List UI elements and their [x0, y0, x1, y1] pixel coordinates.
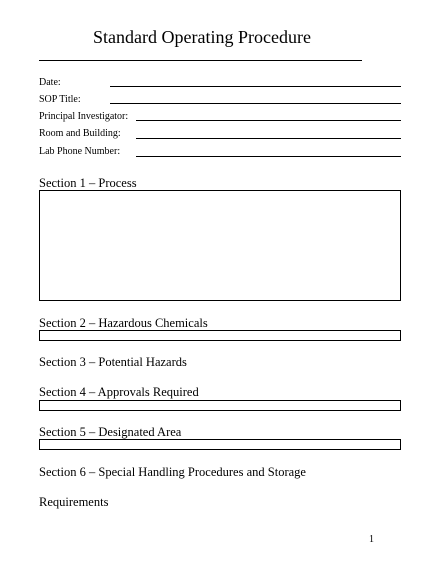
section-5-text-box[interactable] — [39, 439, 401, 450]
section-6-heading-continued: Requirements — [39, 495, 109, 509]
page-number: 1 — [369, 534, 374, 545]
sop-title-field[interactable] — [110, 103, 401, 104]
page-title: Standard Operating Procedure — [93, 27, 311, 47]
section-1-text-box[interactable] — [39, 190, 401, 301]
date-label: Date: — [39, 77, 61, 88]
sop-title-label: SOP Title: — [39, 94, 81, 105]
section-2-heading: Section 2 – Hazardous Chemicals — [39, 316, 208, 330]
section-1-heading: Section 1 – Process — [39, 176, 137, 190]
lab-phone-label: Lab Phone Number: — [39, 146, 121, 157]
section-4-heading: Section 4 – Approvals Required — [39, 385, 199, 399]
section-6-heading: Section 6 – Special Handling Procedures and Storage — [39, 465, 306, 479]
section-2-text-box[interactable] — [39, 330, 401, 341]
section-4-text-box[interactable] — [39, 400, 401, 411]
date-field[interactable] — [110, 86, 401, 87]
title-underline — [39, 60, 362, 61]
section-5-heading: Section 5 – Designated Area — [39, 425, 182, 439]
room-building-field[interactable] — [136, 138, 401, 139]
room-building-label: Room and Building: — [39, 128, 121, 139]
section-3-heading: Section 3 – Potential Hazards — [39, 355, 187, 369]
principal-investigator-label: Principal Investigator: — [39, 111, 129, 122]
lab-phone-field[interactable] — [136, 156, 401, 157]
principal-investigator-field[interactable] — [136, 120, 401, 121]
